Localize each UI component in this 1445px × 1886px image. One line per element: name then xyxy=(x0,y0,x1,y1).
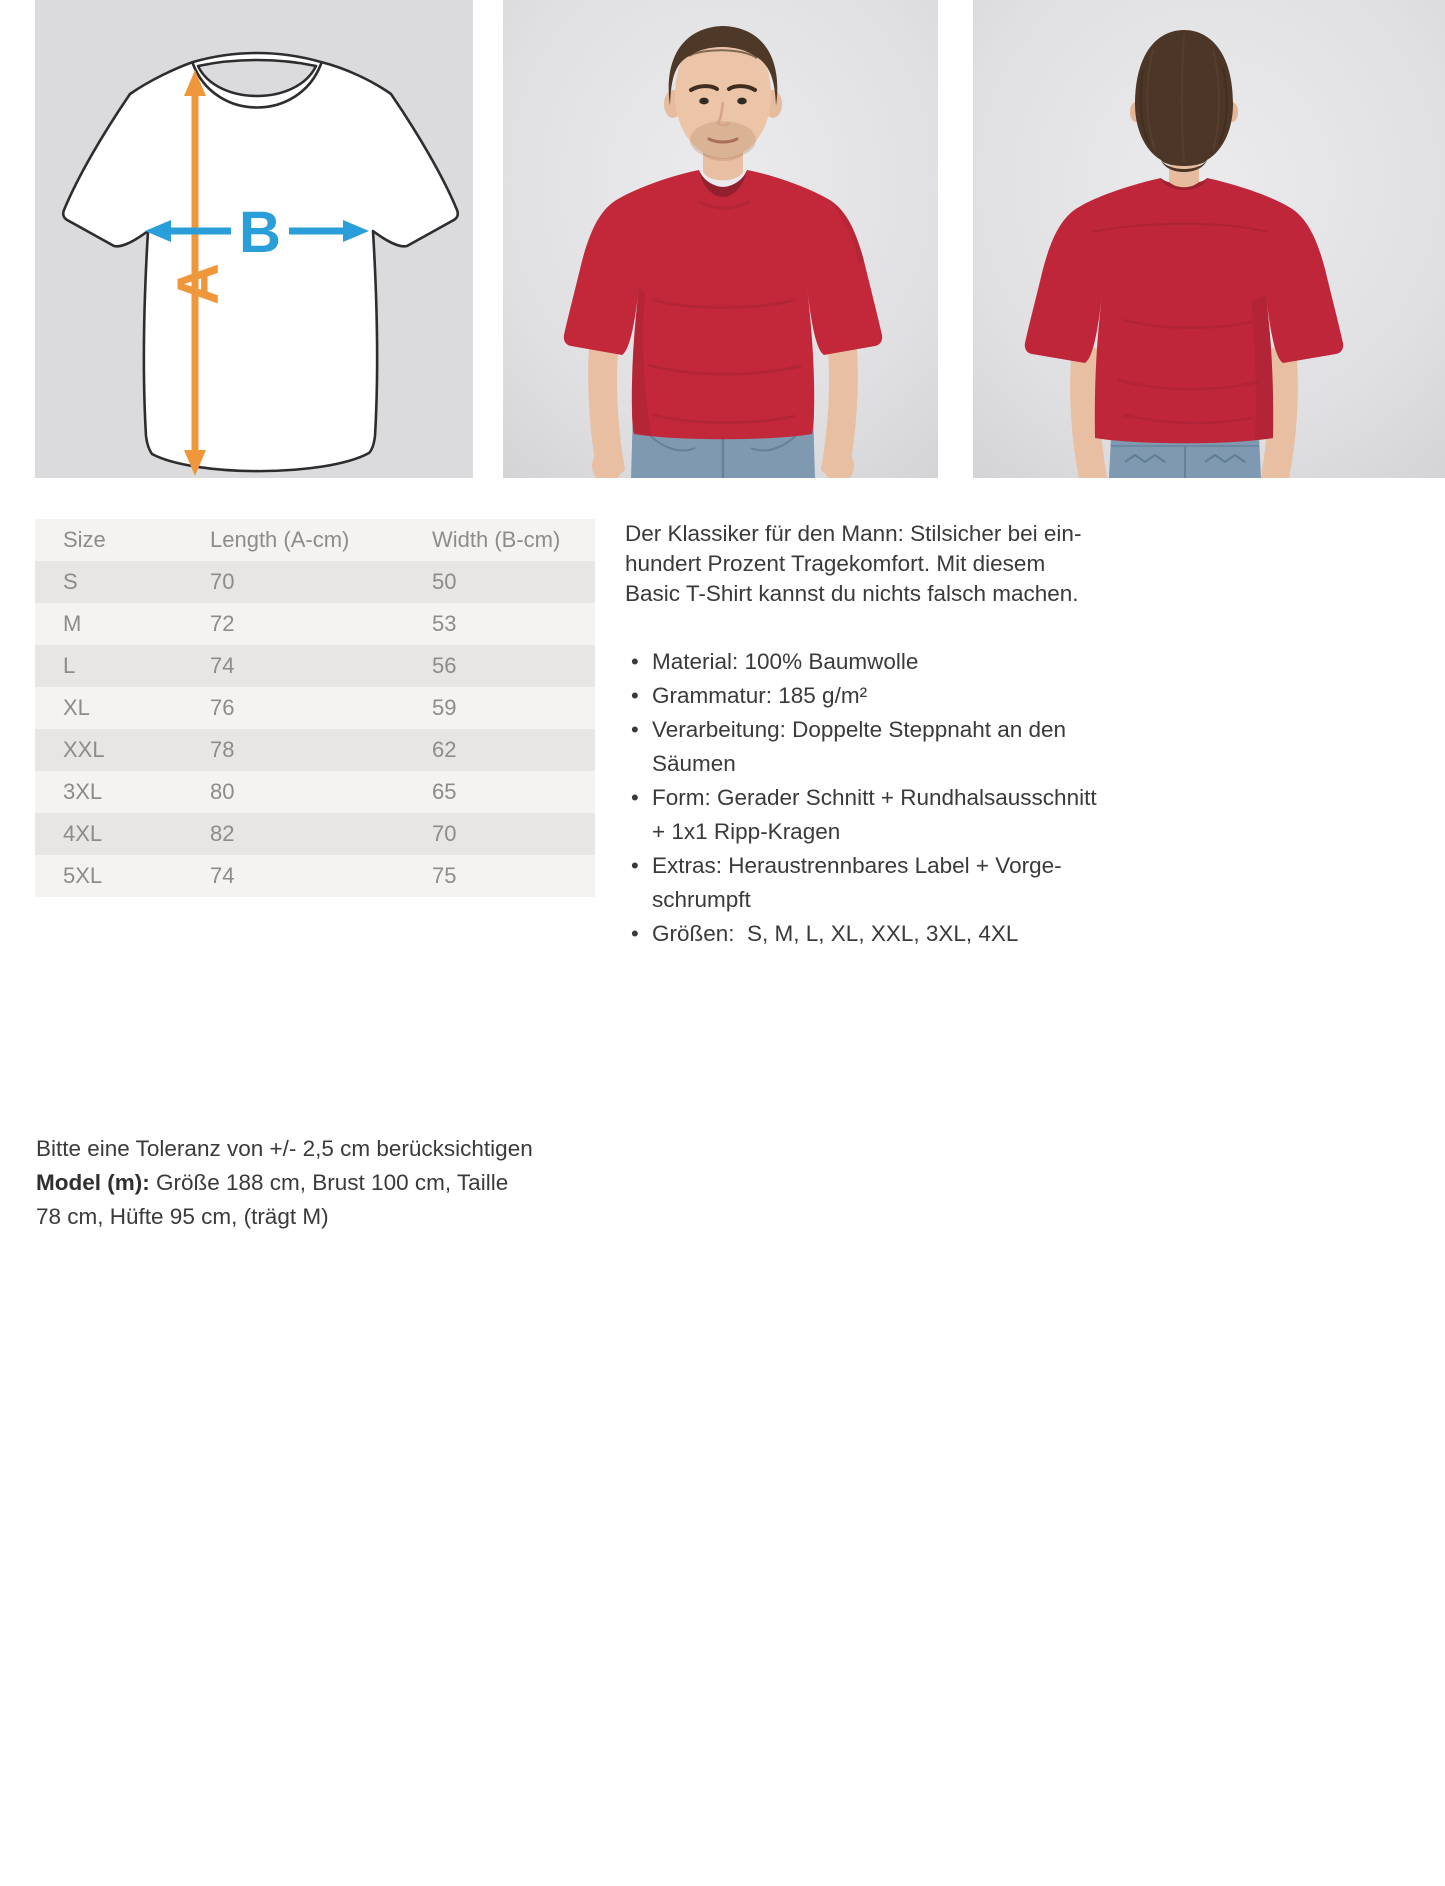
product-image-row xyxy=(0,0,1445,478)
model-label: Model (m): xyxy=(36,1170,150,1195)
model-info-line1: Model (m): Größe 188 cm, Brust 100 cm, Taille xyxy=(36,1170,509,1195)
table-row: XL 76 59 xyxy=(35,687,595,729)
tshirt-measure-diagram xyxy=(35,0,473,478)
table-row: 3XL 80 65 xyxy=(35,771,595,813)
table-row: S 70 50 xyxy=(35,561,595,603)
label-b: B xyxy=(239,199,281,265)
feature-verarbeitung: • Verarbeitung: Doppelte Steppnaht an den Säumen xyxy=(625,713,1165,781)
feature-form: • Form: Gerader Schnitt + Rundhalsausschnitt + 1x1 Ripp-Kragen xyxy=(625,781,1165,849)
table-row: M 72 53 xyxy=(35,603,595,645)
table-row: 5XL 74 75 xyxy=(35,855,595,897)
col-header-size: Size xyxy=(63,527,106,552)
tolerance-note xyxy=(36,1132,533,1234)
col-header-width: Width (B-cm) xyxy=(432,527,561,552)
model-back-illustration xyxy=(973,0,1445,478)
feature-groessen: • Größen: S, M, L, XL, XXL, 3XL, 4XL xyxy=(625,917,1165,951)
size-table xyxy=(35,519,595,897)
table-row: L 74 56 xyxy=(35,645,595,687)
size-table-header-row xyxy=(35,519,595,561)
model-front-photo xyxy=(503,0,938,478)
model-back-photo xyxy=(973,0,1445,478)
product-description-section xyxy=(625,519,1165,951)
table-row: XXL 78 62 xyxy=(35,729,595,771)
product-features-list xyxy=(625,645,1165,951)
feature-extras: • Extras: Heraustrennbares Label + Vorge- schrumpft xyxy=(625,849,1165,917)
feature-material: • Material: 100% Baumwolle xyxy=(625,645,1165,679)
label-a: A xyxy=(165,263,231,305)
size-table-section xyxy=(35,519,595,897)
tolerance-line: Bitte eine Toleranz von +/- 2,5 cm berücksichtigen xyxy=(36,1136,533,1161)
size-chart-image xyxy=(35,0,473,478)
model-front-illustration xyxy=(503,0,938,478)
feature-grammatur: • Grammatur: 185 g/m² xyxy=(625,679,1165,713)
col-header-length: Length (A-cm) xyxy=(210,527,350,552)
model-info-line2: 78 cm, Hüfte 95 cm, (trägt M) xyxy=(36,1204,329,1229)
table-row: 4XL 82 70 xyxy=(35,813,595,855)
product-description: Der Klassiker für den Mann: Stilsicher bei ein- hundert Prozent Tragekomfort. Mit diesem Basic T-Shirt kannst du nichts falsch machen. xyxy=(625,521,1082,606)
